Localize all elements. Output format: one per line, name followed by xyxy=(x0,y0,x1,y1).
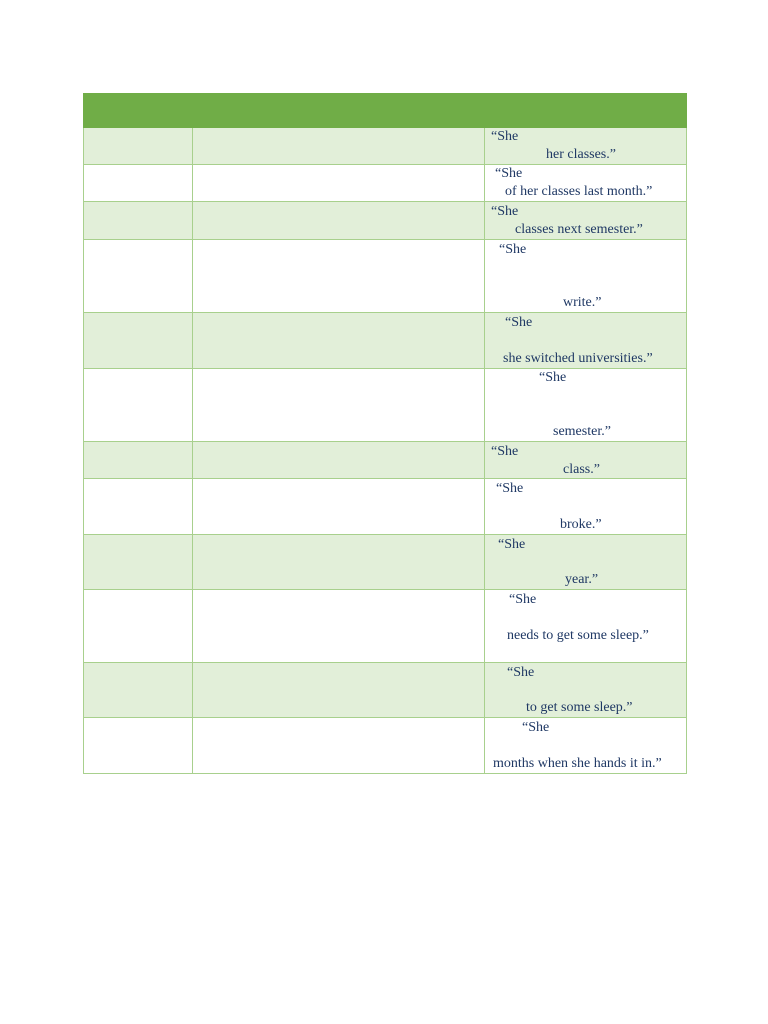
example-sentence-cell xyxy=(485,590,687,663)
example-sentence-line: her classes.” xyxy=(546,147,616,162)
example-sentence-line: semester.” xyxy=(553,424,611,439)
example-sentence xyxy=(485,165,686,201)
tense-form-cell xyxy=(193,663,485,718)
tense-name-cell xyxy=(84,663,193,718)
example-sentence xyxy=(485,535,686,589)
example-sentence-line: “She xyxy=(491,204,519,219)
tense-name-cell xyxy=(84,128,193,165)
example-sentence xyxy=(485,590,686,662)
tense-name-cell xyxy=(84,313,193,369)
table-row xyxy=(84,663,687,718)
tense-form-cell xyxy=(193,369,485,442)
example-sentence-line: needs to get some sleep.” xyxy=(507,628,649,643)
example-sentence-cell xyxy=(485,663,687,718)
example-sentence-cell xyxy=(485,442,687,479)
example-sentence xyxy=(485,128,686,164)
tense-name-cell xyxy=(84,240,193,313)
example-sentence xyxy=(485,442,686,478)
example-sentence xyxy=(485,718,686,773)
example-sentence xyxy=(485,663,686,717)
tense-form-cell xyxy=(193,442,485,479)
tense-name-cell xyxy=(84,165,193,202)
tense-form-cell xyxy=(193,240,485,313)
tense-form-cell xyxy=(193,535,485,590)
example-sentence-line: “She xyxy=(491,129,519,144)
tense-name-cell xyxy=(84,442,193,479)
example-sentence-cell xyxy=(485,718,687,774)
example-sentence-cell xyxy=(485,369,687,442)
verb-tense-table xyxy=(83,93,687,774)
table-row xyxy=(84,202,687,240)
table-row xyxy=(84,369,687,442)
example-sentence-line: classes next semester.” xyxy=(515,222,643,237)
example-sentence-cell xyxy=(485,479,687,535)
tense-name-cell xyxy=(84,202,193,240)
header-cell-tense xyxy=(84,94,193,128)
tense-form-cell xyxy=(193,313,485,369)
tense-form-cell xyxy=(193,128,485,165)
example-sentence-line: “She xyxy=(496,481,524,496)
example-sentence-line: “She xyxy=(522,720,550,735)
table-row xyxy=(84,442,687,479)
example-sentence-line: “She xyxy=(495,166,523,181)
example-sentence-line: “She xyxy=(498,537,526,552)
example-sentence xyxy=(485,313,686,368)
tense-name-cell xyxy=(84,535,193,590)
tense-form-cell xyxy=(193,590,485,663)
tense-name-cell xyxy=(84,369,193,442)
table-body xyxy=(84,128,687,774)
example-sentence-line: “She xyxy=(507,665,535,680)
example-sentence xyxy=(485,240,686,312)
tense-name-cell xyxy=(84,718,193,774)
example-sentence-cell xyxy=(485,165,687,202)
example-sentence-line: “She xyxy=(505,315,533,330)
tense-name-cell xyxy=(84,590,193,663)
table-header-row xyxy=(84,94,687,128)
tense-form-cell xyxy=(193,202,485,240)
table-row xyxy=(84,313,687,369)
tense-name-cell xyxy=(84,479,193,535)
example-sentence xyxy=(485,479,686,534)
example-sentence-line: broke.” xyxy=(560,517,602,532)
tense-form-cell xyxy=(193,165,485,202)
example-sentence-cell xyxy=(485,202,687,240)
example-sentence-cell xyxy=(485,240,687,313)
example-sentence-line: to get some sleep.” xyxy=(526,700,633,715)
example-sentence-line: year.” xyxy=(565,572,599,587)
header-cell-form xyxy=(193,94,485,128)
example-sentence-cell xyxy=(485,313,687,369)
table-row xyxy=(84,165,687,202)
example-sentence-line: “She xyxy=(509,592,537,607)
table-row xyxy=(84,128,687,165)
example-sentence-line: “She xyxy=(539,370,567,385)
header-cell-example xyxy=(485,94,687,128)
example-sentence-line: class.” xyxy=(563,462,600,477)
example-sentence-cell xyxy=(485,128,687,165)
table-row xyxy=(84,535,687,590)
table-row xyxy=(84,590,687,663)
example-sentence-line: “She xyxy=(499,242,527,257)
example-sentence-line: write.” xyxy=(563,295,602,310)
table-row xyxy=(84,240,687,313)
table-row xyxy=(84,718,687,774)
example-sentence-line: of her classes last month.” xyxy=(505,184,653,199)
example-sentence-line: “She xyxy=(491,444,519,459)
example-sentence-cell xyxy=(485,535,687,590)
tense-form-cell xyxy=(193,479,485,535)
example-sentence xyxy=(485,369,686,441)
tense-form-cell xyxy=(193,718,485,774)
example-sentence-line: she switched universities.” xyxy=(503,351,653,366)
example-sentence xyxy=(485,202,686,239)
table-row xyxy=(84,479,687,535)
example-sentence-line: months when she hands it in.” xyxy=(493,756,662,771)
